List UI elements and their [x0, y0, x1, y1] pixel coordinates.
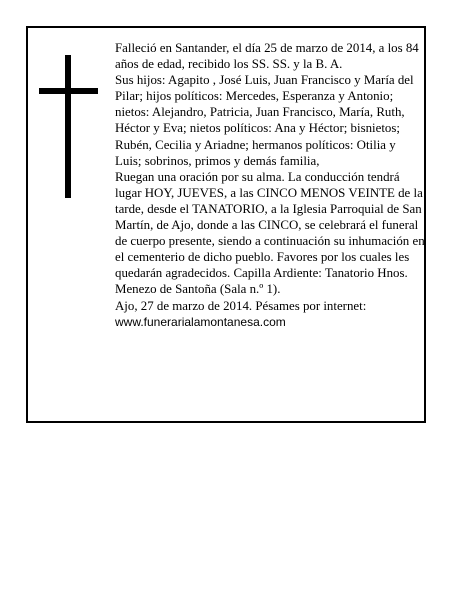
- funeral-home-website: www.funerarialamontanesa.com: [115, 314, 286, 329]
- cross-horizontal-bar: [39, 88, 98, 94]
- date-and-condolences: Ajo, 27 de marzo de 2014. Pésames por internet:: [115, 298, 367, 313]
- death-announcement: Falleció en Santander, el día 25 de marzo de 2014, a los 84 años de edad, recibido los SS. SS. y la B. A.: [115, 41, 419, 72]
- funeral-details: Ruegan una oración por su alma. La conducción tendrá lugar HOY, JUEVES, a las CINCO MENOS VEINTE de la tarde, desde el TANATORIO, a la Iglesia Parroquial de San Martín, de Ajo, donde a las CINCO, se celebrará el funeral de cuerpo presente, siendo a continuación su inhumación en el cementerio de dicho pueblo. Favores por los cuales les quedarán agradecidos. Capilla Ardiente: Tanatorio Hnos. Menezo de Santoña (Sala n.º 1).: [115, 169, 425, 297]
- obituary-text: [115, 40, 425, 330]
- latin-cross-icon: [39, 55, 99, 199]
- obituary-notice: [26, 26, 426, 423]
- family-list: Sus hijos: Agapito , José Luis, Juan Francisco y María del Pilar; hijos políticos: Mercedes, Esperanza y Antonio; nietos: Alejandro, Patricia, Juan Francisco, María, Ruth, Héctor y Eva; nietos políticos: Ana y Héctor; bisnietos; Rubén, Cecilia y Ariadne; hermanos políticos: Otilia y Luis; sobrinos, primos y demás familia,: [115, 73, 414, 168]
- cross-vertical-bar: [65, 55, 71, 198]
